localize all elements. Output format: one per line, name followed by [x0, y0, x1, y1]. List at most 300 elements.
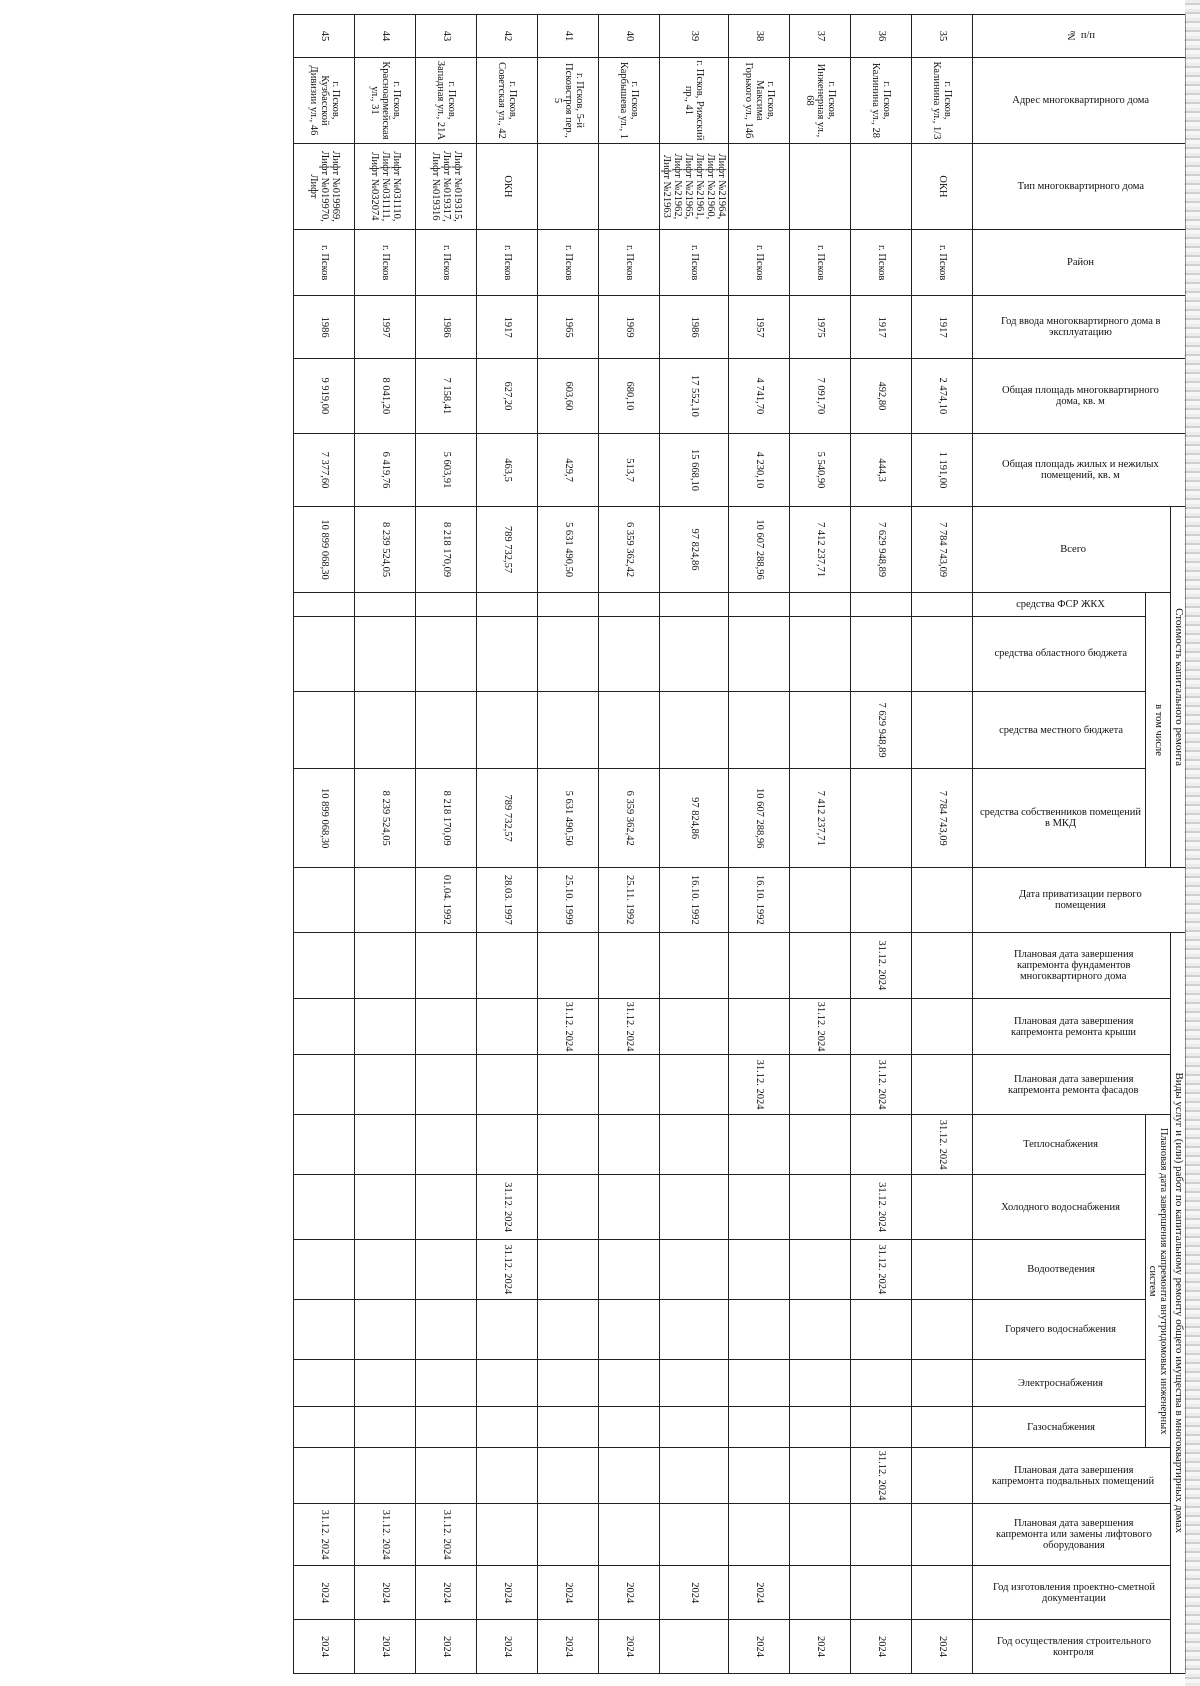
header-district: Район: [973, 229, 1186, 296]
cell-local: [416, 691, 477, 768]
table-row: [912, 15, 973, 1674]
cell-control: 2024: [538, 1620, 599, 1674]
cell-district: г. Псков: [599, 229, 660, 296]
cell-facade: [599, 1054, 660, 1114]
cell-elevator: [851, 1504, 912, 1566]
cell-fsr: [660, 593, 729, 617]
cell-gas: [660, 1407, 729, 1448]
cell-elevator: [599, 1504, 660, 1566]
cell-facade: [912, 1054, 973, 1114]
cell-cold-water: [790, 1175, 851, 1239]
cell-year: 1997: [355, 296, 416, 358]
header-cold-water: Холодного водоснабжения: [973, 1175, 1146, 1239]
cell-heating: [851, 1115, 912, 1175]
cell-control: 2024: [355, 1620, 416, 1674]
cell-type: Лифт №21964, Лифт №21960, Лифт №21961, Лифт №21965, Лифт №21962, Лифт №21963: [660, 143, 729, 229]
cell-foundation: [912, 932, 973, 999]
cell-living-area: 1 191,00: [912, 434, 973, 507]
header-sewer: Водоотведения: [973, 1239, 1146, 1299]
cell-local: [729, 691, 790, 768]
cell-total-area: 9 919,00: [294, 358, 355, 433]
table-row: [660, 15, 729, 1674]
cell-regional: [729, 616, 790, 691]
cell-electric: [355, 1360, 416, 1407]
cell-type: [851, 143, 912, 229]
cell-total: 5 631 490,50: [538, 507, 599, 593]
cell-regional: [355, 616, 416, 691]
cell-total-area: 492,80: [851, 358, 912, 433]
cell-heating: 31.12. 2024: [912, 1115, 973, 1175]
cell-owners: 97 824,86: [660, 769, 729, 868]
cell-heating: [599, 1115, 660, 1175]
cell-basement: [599, 1448, 660, 1504]
cell-living-area: 513,7: [599, 434, 660, 507]
cell-living-area: 15 668,10: [660, 434, 729, 507]
cell-privatization: [790, 868, 851, 932]
cell-district: г. Псков: [660, 229, 729, 296]
cell-basement: [912, 1448, 973, 1504]
cell-owners: 7 784 743,09: [912, 769, 973, 868]
cell-district: г. Псков: [851, 229, 912, 296]
header-eng-group: Плановая дата завершения капремонта внутридомовых инженерных систем: [1146, 1115, 1171, 1448]
cell-foundation: [477, 932, 538, 999]
cell-elevator: 31.12. 2024: [355, 1504, 416, 1566]
cell-design: 2024: [729, 1566, 790, 1620]
cell-roof: [851, 999, 912, 1055]
cell-control: 2024: [294, 1620, 355, 1674]
cell-hot-water: [477, 1299, 538, 1359]
cell-hot-water: [355, 1299, 416, 1359]
header-incl: в том числе: [1146, 593, 1171, 868]
cell-fsr: [729, 593, 790, 617]
cell-district: г. Псков: [294, 229, 355, 296]
cell-living-area: 444,3: [851, 434, 912, 507]
cell-privatization: 28.03. 1997: [477, 868, 538, 932]
cell-control: 2024: [912, 1620, 973, 1674]
cell-cold-water: [416, 1175, 477, 1239]
cell-owners: 8 218 170,09: [416, 769, 477, 868]
cell-hot-water: [729, 1299, 790, 1359]
header-roof: Плановая дата завершения капремонта ремонта крыши: [973, 999, 1171, 1055]
cell-type: ОКН: [912, 143, 973, 229]
cell-control: 2024: [599, 1620, 660, 1674]
cell-local: [355, 691, 416, 768]
cell-control: 2024: [790, 1620, 851, 1674]
cell-year: 1969: [599, 296, 660, 358]
cell-total: 6 359 362,42: [599, 507, 660, 593]
cell-foundation: 31.12. 2024: [851, 932, 912, 999]
cell-facade: [790, 1054, 851, 1114]
cell-living-area: 6 419,76: [355, 434, 416, 507]
cell-hot-water: [790, 1299, 851, 1359]
cell-electric: [294, 1360, 355, 1407]
cell-district: г. Псков: [416, 229, 477, 296]
cell-facade: [355, 1054, 416, 1114]
cell-control: 2024: [851, 1620, 912, 1674]
cell-sewer: [416, 1239, 477, 1299]
cell-total-area: 2 474,10: [912, 358, 973, 433]
cell-privatization: 16.10. 1992: [729, 868, 790, 932]
cell-local: 7 629 948,89: [851, 691, 912, 768]
cell-hot-water: [599, 1299, 660, 1359]
cell-design: 2024: [477, 1566, 538, 1620]
cell-cold-water: [912, 1175, 973, 1239]
cell-privatization: 25.10. 1999: [538, 868, 599, 932]
cell-cold-water: [355, 1175, 416, 1239]
cell-district: г. Псков: [729, 229, 790, 296]
cell-local: [477, 691, 538, 768]
cell-total: 789 732,57: [477, 507, 538, 593]
cell-fsr: [851, 593, 912, 617]
cell-fsr: [477, 593, 538, 617]
cell-address: г. Псков, Калинина ул., 28: [851, 57, 912, 143]
cell-district: г. Псков: [355, 229, 416, 296]
cell-regional: [660, 616, 729, 691]
cell-elevator: [660, 1504, 729, 1566]
cell-num: 38: [729, 15, 790, 58]
cell-privatization: 16.10. 1992: [660, 868, 729, 932]
header-type: Тип многоквартирного дома: [973, 143, 1186, 229]
cell-basement: [538, 1448, 599, 1504]
cell-type: Лифт №019969, Лифт №019970, Лифт: [294, 143, 355, 229]
cell-sewer: [729, 1239, 790, 1299]
cell-privatization: [294, 868, 355, 932]
cell-roof: 31.12. 2024: [790, 999, 851, 1055]
cell-district: г. Псков: [477, 229, 538, 296]
cell-owners: 7 412 237,71: [790, 769, 851, 868]
cell-total: 10 899 068,30: [294, 507, 355, 593]
cell-year: 1975: [790, 296, 851, 358]
cell-cold-water: [729, 1175, 790, 1239]
cell-foundation: [355, 932, 416, 999]
header-year-built: Год ввода многоквартирного дома в эксплуатацию: [973, 296, 1186, 358]
cell-local: [599, 691, 660, 768]
cell-facade: [416, 1054, 477, 1114]
cell-gas: [477, 1407, 538, 1448]
cell-year: 1965: [538, 296, 599, 358]
cell-sewer: [294, 1239, 355, 1299]
cell-type: Лифт №019315, Лифт №019317, Лифт №019316: [416, 143, 477, 229]
header-basement: Плановая дата завершения капремонта подвальных помещений: [973, 1448, 1171, 1504]
cell-privatization: [912, 868, 973, 932]
cell-roof: [660, 999, 729, 1055]
cell-total: 7 412 237,71: [790, 507, 851, 593]
cell-type: Лифт №031110, Лифт №031111, Лифт №032074: [355, 143, 416, 229]
cell-local: [912, 691, 973, 768]
cell-design: 2024: [660, 1566, 729, 1620]
cell-roof: [729, 999, 790, 1055]
cell-fsr: [416, 593, 477, 617]
cell-gas: [416, 1407, 477, 1448]
cell-sewer: [912, 1239, 973, 1299]
cell-living-area: 5 603,91: [416, 434, 477, 507]
cell-hot-water: [912, 1299, 973, 1359]
cell-num: 39: [660, 15, 729, 58]
cell-sewer: 31.12. 2024: [851, 1239, 912, 1299]
cell-year: 1986: [416, 296, 477, 358]
cell-design: 2024: [416, 1566, 477, 1620]
table-row: [851, 15, 912, 1674]
header-facade: Плановая дата завершения капремонта ремонта фасадов: [973, 1054, 1171, 1114]
cell-hot-water: [660, 1299, 729, 1359]
cell-privatization: 01.04. 1992: [416, 868, 477, 932]
cell-foundation: [294, 932, 355, 999]
cell-roof: 31.12. 2024: [538, 999, 599, 1055]
cell-facade: 31.12. 2024: [851, 1054, 912, 1114]
cell-foundation: [538, 932, 599, 999]
cell-roof: [477, 999, 538, 1055]
cell-heating: [416, 1115, 477, 1175]
cell-basement: [660, 1448, 729, 1504]
cell-heating: [660, 1115, 729, 1175]
cell-hot-water: [851, 1299, 912, 1359]
cell-num: 36: [851, 15, 912, 58]
cell-heating: [538, 1115, 599, 1175]
cell-facade: [538, 1054, 599, 1114]
cell-heating: [294, 1115, 355, 1175]
header-total-area: Общая площадь многоквартирного дома, кв. м: [973, 358, 1186, 433]
cell-electric: [912, 1360, 973, 1407]
cell-year: 1986: [660, 296, 729, 358]
cell-living-area: 429,7: [538, 434, 599, 507]
cell-owners: 5 631 490,50: [538, 769, 599, 868]
cell-total-area: 7 091,70: [790, 358, 851, 433]
header-living-area: Общая площадь жилых и нежилых помещений, кв. м: [973, 434, 1186, 507]
cell-gas: [729, 1407, 790, 1448]
cell-foundation: [660, 932, 729, 999]
header-design-year: Год изготовления проектно-сметной документации: [973, 1566, 1171, 1620]
cell-total: 10 607 288,96: [729, 507, 790, 593]
cell-elevator: [538, 1504, 599, 1566]
cell-foundation: [599, 932, 660, 999]
cell-facade: [660, 1054, 729, 1114]
cell-total: 7 629 948,89: [851, 507, 912, 593]
cell-fsr: [294, 593, 355, 617]
cell-total-area: 4 741,70: [729, 358, 790, 433]
cell-design: 2024: [294, 1566, 355, 1620]
header-privatization: Дата приватизации первого помещения: [973, 868, 1186, 932]
header-works-group: Виды услуг и (или) работ по капитальному ремонту общего имущества в многоквартирных домах: [1171, 932, 1186, 1673]
cell-year: 1917: [912, 296, 973, 358]
cell-sewer: [355, 1239, 416, 1299]
cell-type: ОКН: [477, 143, 538, 229]
cell-hot-water: [294, 1299, 355, 1359]
cell-gas: [538, 1407, 599, 1448]
cell-privatization: 25.11. 1992: [599, 868, 660, 932]
cell-electric: [729, 1360, 790, 1407]
cell-year: 1957: [729, 296, 790, 358]
cell-cold-water: 31.12. 2024: [477, 1175, 538, 1239]
cell-foundation: [416, 932, 477, 999]
table-row: [477, 15, 538, 1674]
header-electric: Электроснабжения: [973, 1360, 1146, 1407]
cell-electric: [477, 1360, 538, 1407]
cell-gas: [912, 1407, 973, 1448]
scan-edge: [1185, 0, 1200, 1686]
table-row: [538, 15, 599, 1674]
cell-design: [790, 1566, 851, 1620]
cell-year: 1917: [851, 296, 912, 358]
header-address: Адрес многоквартирного дома: [973, 57, 1186, 143]
header-elevator: Плановая дата завершения капремонта или замены лифтового оборудования: [973, 1504, 1171, 1566]
cell-control: [660, 1620, 729, 1674]
cell-electric: [790, 1360, 851, 1407]
cell-total: 7 784 743,09: [912, 507, 973, 593]
cell-elevator: 31.12. 2024: [416, 1504, 477, 1566]
cell-address: г. Псков, Западная ул., 21А: [416, 57, 477, 143]
cell-living-area: 463,5: [477, 434, 538, 507]
header-regional: средства областного бюджета: [973, 616, 1146, 691]
cell-district: г. Псков: [790, 229, 851, 296]
cell-address: г. Псков, 5-й Псковстроя пер., 5: [538, 57, 599, 143]
cell-total: 97 824,86: [660, 507, 729, 593]
cell-heating: [355, 1115, 416, 1175]
cell-elevator: 31.12. 2024: [294, 1504, 355, 1566]
cell-owners: 10 607 288,96: [729, 769, 790, 868]
cell-fsr: [599, 593, 660, 617]
cell-living-area: 7 377,60: [294, 434, 355, 507]
cell-basement: 31.12. 2024: [851, 1448, 912, 1504]
cell-address: г. Псков, Инженерная ул., 68: [790, 57, 851, 143]
cell-basement: [355, 1448, 416, 1504]
cell-owners: 8 239 524,05: [355, 769, 416, 868]
cell-roof: [355, 999, 416, 1055]
cell-hot-water: [538, 1299, 599, 1359]
cell-hot-water: [416, 1299, 477, 1359]
cell-owners: 789 732,57: [477, 769, 538, 868]
table-row: [416, 15, 477, 1674]
header-owners: средства собственников помещений в МКД: [973, 769, 1146, 868]
cell-regional: [477, 616, 538, 691]
cell-total-area: 8 041,20: [355, 358, 416, 433]
cell-regional: [851, 616, 912, 691]
cell-regional: [538, 616, 599, 691]
cell-foundation: [729, 932, 790, 999]
cell-regional: [790, 616, 851, 691]
cell-roof: 31.12. 2024: [599, 999, 660, 1055]
cell-sewer: [790, 1239, 851, 1299]
cell-basement: [477, 1448, 538, 1504]
cell-owners: [851, 769, 912, 868]
cell-control: 2024: [416, 1620, 477, 1674]
cell-address: г. Псков, Калинина ул., 1/3: [912, 57, 973, 143]
table-row: [599, 15, 660, 1674]
cell-address: г. Псков, Красноармейская ул., 31: [355, 57, 416, 143]
cell-sewer: 31.12. 2024: [477, 1239, 538, 1299]
cell-regional: [294, 616, 355, 691]
header-gas: Газоснабжения: [973, 1407, 1146, 1448]
cell-gas: [355, 1407, 416, 1448]
cell-electric: [599, 1360, 660, 1407]
cell-local: [294, 691, 355, 768]
table-row: [355, 15, 416, 1674]
cell-facade: [477, 1054, 538, 1114]
cell-design: 2024: [355, 1566, 416, 1620]
cell-regional: [599, 616, 660, 691]
cell-elevator: [912, 1504, 973, 1566]
cell-fsr: [790, 593, 851, 617]
cell-electric: [851, 1360, 912, 1407]
cell-fsr: [538, 593, 599, 617]
table-body: [294, 15, 973, 1674]
cell-address: г. Псков, Рижский пр., 41: [660, 57, 729, 143]
cell-regional: [416, 616, 477, 691]
header-total: Всего: [973, 507, 1171, 593]
cell-district: г. Псков: [912, 229, 973, 296]
cell-heating: [790, 1115, 851, 1175]
cell-local: [538, 691, 599, 768]
cell-roof: [294, 999, 355, 1055]
table-row: [294, 15, 355, 1674]
cell-year: 1986: [294, 296, 355, 358]
cell-heating: [477, 1115, 538, 1175]
header-local: средства местного бюджета: [973, 691, 1146, 768]
header-heating: Теплоснабжения: [973, 1115, 1146, 1175]
cell-design: 2024: [538, 1566, 599, 1620]
cell-sewer: [660, 1239, 729, 1299]
cell-type: [729, 143, 790, 229]
cell-electric: [538, 1360, 599, 1407]
cell-cold-water: [294, 1175, 355, 1239]
cell-type: [538, 143, 599, 229]
cell-electric: [416, 1360, 477, 1407]
cell-basement: [294, 1448, 355, 1504]
cell-privatization: [851, 868, 912, 932]
cell-elevator: [477, 1504, 538, 1566]
header-foundation: Плановая дата завершения капремонта фундаментов многоквартирного дома: [973, 932, 1171, 999]
header-hot-water: Горячего водоснабжения: [973, 1299, 1146, 1359]
cell-owners: 6 359 362,42: [599, 769, 660, 868]
cell-design: [912, 1566, 973, 1620]
cell-cold-water: 31.12. 2024: [851, 1175, 912, 1239]
cell-basement: [729, 1448, 790, 1504]
cell-regional: [912, 616, 973, 691]
cell-fsr: [355, 593, 416, 617]
cell-roof: [416, 999, 477, 1055]
cell-foundation: [790, 932, 851, 999]
cell-address: г. Псков, Карбышева ул., 1: [599, 57, 660, 143]
cell-gas: [790, 1407, 851, 1448]
cell-facade: 31.12. 2024: [729, 1054, 790, 1114]
cell-total-area: 627,20: [477, 358, 538, 433]
cell-design: [851, 1566, 912, 1620]
cell-address: г. Псков, Максима Горького ул., 14б: [729, 57, 790, 143]
cell-address: г. Псков, Советская ул., 42: [477, 57, 538, 143]
cell-gas: [294, 1407, 355, 1448]
cell-sewer: [599, 1239, 660, 1299]
cell-design: 2024: [599, 1566, 660, 1620]
cell-address: г. Псков, Кузбасской Дивизии ул., 46: [294, 57, 355, 143]
cell-num: 42: [477, 15, 538, 58]
table-row: [729, 15, 790, 1674]
cell-type: [599, 143, 660, 229]
cell-local: [790, 691, 851, 768]
cell-owners: 10 899 068,30: [294, 769, 355, 868]
cell-gas: [599, 1407, 660, 1448]
cell-basement: [416, 1448, 477, 1504]
cell-roof: [912, 999, 973, 1055]
cell-total-area: 603,60: [538, 358, 599, 433]
header-num: № п/п: [973, 15, 1186, 58]
cell-total-area: 680,10: [599, 358, 660, 433]
cell-control: 2024: [729, 1620, 790, 1674]
cell-heating: [729, 1115, 790, 1175]
cell-living-area: 4 230,10: [729, 434, 790, 507]
cell-facade: [294, 1054, 355, 1114]
cell-local: [660, 691, 729, 768]
header-control-year: Год осуществления строительного контроля: [973, 1620, 1171, 1674]
cell-gas: [851, 1407, 912, 1448]
